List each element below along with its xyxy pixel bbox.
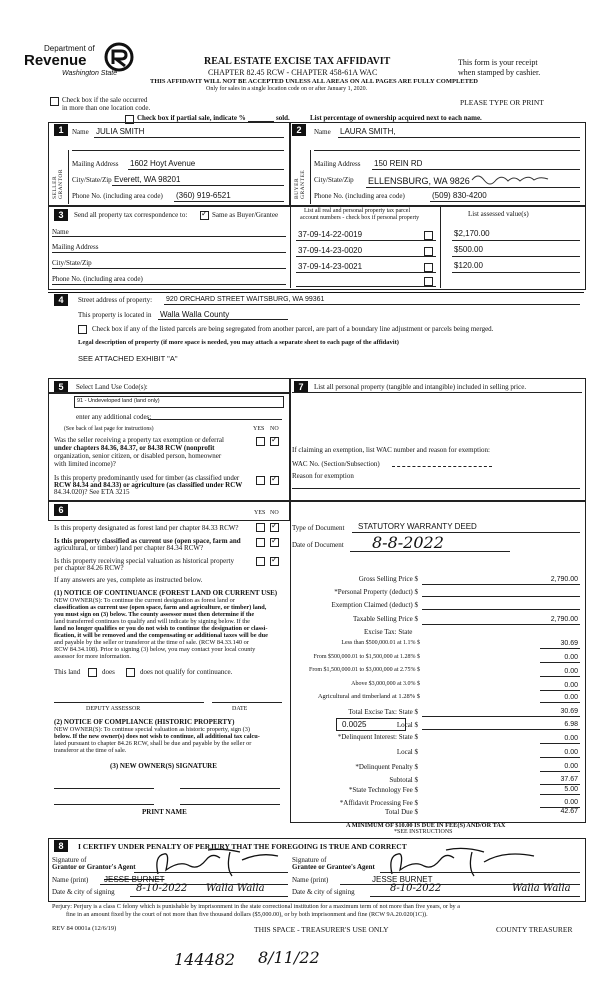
property-street[interactable]: 920 ORCHARD STREET WAITSBURG, WA 99361 <box>166 296 325 303</box>
tax-label-local: Local $ <box>396 721 418 729</box>
tax-label-subtotal: Subtotal $ <box>389 776 418 784</box>
this-land-label: This land <box>54 668 81 676</box>
section-1-number: 1 <box>54 124 68 136</box>
tax-value-gross[interactable]: 2,790.00 <box>550 576 578 583</box>
sec5-q2-no-checkbox[interactable] <box>270 476 279 485</box>
sec5-q2-yes-checkbox[interactable] <box>256 476 265 485</box>
new-owner-print-2[interactable] <box>180 804 280 805</box>
grantor-sign-city[interactable]: Walla Walla <box>206 883 265 894</box>
tax-label-excise-state: Excise Tax: State <box>364 628 413 636</box>
wac-number-field[interactable] <box>392 466 492 467</box>
grantor-name-print-label: Name (print) <box>52 876 89 884</box>
tax-label-tech-fee: *State Technology Fee $ <box>348 786 418 794</box>
land-does-not-label: does not qualify for continuance. <box>140 668 233 676</box>
certify-statement: I CERTIFY UNDER PENALTY OF PERJURY THAT THE FOREGOING IS TRUE AND CORRECT <box>78 842 407 851</box>
buyer-side-label: BUYER GRANTEE <box>294 169 306 199</box>
tax-label-total-state: Total Excise Tax: State $ <box>348 708 418 716</box>
deputy-assessor-label: DEPUTY ASSESSOR <box>86 706 141 712</box>
tax-label-agri: Agricultural and timberland at 1.28% $ <box>317 693 420 700</box>
sec6-q1-yes-checkbox[interactable] <box>256 523 265 532</box>
tax-value-exemption[interactable] <box>422 609 580 610</box>
same-as-buyer-checkbox[interactable] <box>200 211 209 220</box>
form-chapter: CHAPTER 82.45 RCW - CHAPTER 458-61A WAC <box>208 68 378 77</box>
section-8-number: 8 <box>54 840 68 852</box>
please-type-note: PLEASE TYPE OR PRINT <box>460 98 544 107</box>
tax-value-taxable[interactable]: 2,790.00 <box>550 616 578 623</box>
sec5-q2-line2: RCW 84.34 and 84.33) or agriculture (as classified under RCW <box>54 481 243 489</box>
tax-value-delinq-local[interactable]: 0.00 <box>564 749 578 756</box>
tax-value-subtotal[interactable]: 37.67 <box>560 776 578 783</box>
tax-value-tier4[interactable]: 0.00 <box>564 682 578 689</box>
grantor-sig-label-1: Signature of <box>52 856 87 864</box>
parcel-value-2[interactable]: $500.00 <box>454 245 483 254</box>
sec6-no-header: NO <box>270 510 279 516</box>
exemption-reason-label: Reason for exemption <box>292 472 354 480</box>
section-7-number: 7 <box>294 381 308 393</box>
sec5-q2-line1: Is this property predominantly used for timber (as classified under <box>54 474 240 482</box>
tax-label-delinq-state: *Delinquent Interest: State $ <box>337 733 418 741</box>
tax-label-tier1: Less than $500,000.01 at 1.1% $ <box>341 640 420 646</box>
tax-value-personal[interactable] <box>422 596 580 597</box>
grantee-date-city-label: Date & city of signing <box>292 888 355 896</box>
doc-type[interactable]: STATUTORY WARRANTY DEED <box>358 522 477 531</box>
form-revision: REV 84 0001a (12/6/19) <box>52 925 117 932</box>
sec6-q3-line1: Is this property receiving special valuation as historical property <box>54 557 235 565</box>
handwritten-receipt-date: 8/11/22 <box>258 948 320 967</box>
parcel-number-1[interactable]: 37-09-14-22-0019 <box>298 230 363 239</box>
print-name-label: PRINT NAME <box>142 808 187 816</box>
seller-city-label: City/State/Zip <box>72 176 112 184</box>
tax-value-tier1[interactable]: 30.69 <box>560 640 578 647</box>
tax-label-tier2: From $500,000.01 to $1,500,000 at 1.28% $ <box>313 654 420 660</box>
section-3-number: 3 <box>54 209 68 221</box>
same-as-buyer-label: Same as Buyer/Grantee <box>212 211 279 219</box>
multi-location-label-2: in more than one location code. <box>62 104 151 112</box>
see-instructions-note: *SEE INSTRUCTIONS <box>394 829 453 835</box>
not-accepted-note: THIS AFFIDAVIT WILL NOT BE ACCEPTED UNLESS ALL AREAS ON ALL PAGES ARE FULLY COMPLETED <box>150 78 478 85</box>
street-address-label: Street address of property: <box>78 296 153 304</box>
tax-label-delinq-local: Local $ <box>396 748 418 756</box>
sec5-no-header: NO <box>270 426 279 432</box>
parcel-4-personal-checkbox[interactable] <box>424 277 433 286</box>
exemption-claim-label: If claiming an exemption, list WAC number and reason for exemption: <box>292 446 490 454</box>
sec6-yes-header: YES <box>254 510 266 516</box>
grantor-sig-label-2: Grantor or Grantor's Agent <box>52 863 136 871</box>
minimum-due-note: A MINIMUM OF $10.00 IS DUE IN FEE(S) AND/OR TAX <box>346 822 506 829</box>
tax-label-personal: *Personal Property (deduct) $ <box>334 588 418 596</box>
sec6-q3-no-checkbox[interactable] <box>270 557 279 566</box>
acct-header-1: List all real and personal property tax parcel <box>304 208 411 214</box>
perjury-warning-1: Perjury: Perjury is a class C felony which is punishable by imprisonment in the state correctional institution for a maximum term of not more than five years, or by a <box>52 903 460 910</box>
seller-mail-label: Mailing Address <box>72 160 119 168</box>
sec5-q1-yes-checkbox[interactable] <box>256 437 265 446</box>
grantee-sign-city[interactable]: Walla Walla <box>512 883 571 894</box>
receipt-note-1: This form is your receipt <box>458 58 538 67</box>
seller-phone[interactable]: (360) 919-6521 <box>176 191 231 200</box>
sec6-q3-line2: per chapter 84.26 RCW? <box>54 564 124 572</box>
grantee-sign-date[interactable]: 8-10-2022 <box>390 883 442 894</box>
sec5-q1-line2: under chapters 84.36, 84.37, or 84.38 RCW (nonprofit <box>54 444 215 452</box>
sec6-q2-line2: agricultural, or timber) land per chapter 84.34 RCW? <box>54 544 204 552</box>
grantor-sign-date[interactable]: 8-10-2022 <box>136 883 188 894</box>
county-treasurer-label: COUNTY TREASURER <box>496 925 573 934</box>
grantee-sig-label-1: Signature of <box>292 856 327 864</box>
deputy-date-label: DATE <box>232 706 248 712</box>
buyer-name[interactable]: LAURA SMITH, <box>340 127 396 136</box>
land-does-label: does <box>102 668 115 676</box>
deputy-date-field[interactable] <box>212 702 282 703</box>
dept-line3: Washington State <box>62 70 118 77</box>
tax-label-total-due: Total Due $ <box>385 808 418 816</box>
segregated-checkbox[interactable] <box>78 325 87 334</box>
dor-emblem-icon <box>104 42 134 72</box>
only-for-sales-note: Only for sales in a single location code on or after January 1, 2020. <box>206 86 368 92</box>
tax-value-agri[interactable]: 0.00 <box>564 694 578 701</box>
tax-label-tier3: From $1,500,000.01 to $3,000,000 at 2.75% $ <box>309 667 420 673</box>
handwritten-receipt-number: 144482 <box>174 950 236 969</box>
tax-value-processing-fee[interactable]: 0.00 <box>564 799 578 806</box>
tax-value-delinq-penalty[interactable]: 0.00 <box>564 763 578 770</box>
assessed-value-header: List assessed value(s) <box>468 210 529 218</box>
grantee-print-name[interactable]: JESSE BURNET <box>372 875 433 884</box>
personal-property-label: List all personal property (tangible and intangible) included in selling price. <box>314 383 527 391</box>
sec5-yes-header: YES <box>253 426 265 432</box>
sec5-q1-line1: Was the seller receiving a property tax exemption or deferral <box>54 436 224 444</box>
tax-label-tier4: Above $3,000,000 at 3.0% $ <box>351 681 420 687</box>
seller-name-label: Name <box>72 128 89 136</box>
segregated-label: Check box if any of the listed parcels are being segregated from another parcel, are part of a boundary line adjustment or parcels being merged. <box>92 325 494 333</box>
parcel-value-1[interactable]: $2,170.00 <box>454 229 490 238</box>
sec3-mail-label: Mailing Address <box>52 243 99 251</box>
sec6-q2-line1: Is this property classified as current use (open space, farm and <box>54 537 241 545</box>
deputy-assessor-signature[interactable] <box>54 702 204 703</box>
buyer-phone-label: Phone No. (including area code) <box>314 192 405 200</box>
additional-codes-label: enter any additional codes: <box>76 413 152 421</box>
property-county[interactable]: Walla Walla County <box>160 310 230 319</box>
grantor-signature[interactable] <box>150 846 290 880</box>
tax-label-taxable: Taxable Selling Price $ <box>352 615 418 623</box>
seller-mail[interactable]: 1602 Hoyt Avenue <box>130 159 196 168</box>
parcel-number-2[interactable]: 37-09-14-23-0020 <box>298 246 363 255</box>
land-does-checkbox[interactable] <box>88 668 97 677</box>
perjury-warning-2: fine in an amount fixed by the court of not more than five thousand dollars ($5,000.00), or by both imprisonment and fine (RCW 9A.20.020(1C)). <box>66 911 428 918</box>
grantee-sig-label-2: Grantee or Grantee's Agent <box>292 863 375 871</box>
sec5-q1-line4: with limited income)? <box>54 460 116 468</box>
section-5-number: 5 <box>54 381 68 393</box>
section-4-number: 4 <box>54 294 68 306</box>
tax-value-tier2[interactable]: 0.00 <box>564 654 578 661</box>
multi-location-label-1: Check box if the sale occurred <box>62 96 148 104</box>
section-6-number: 6 <box>54 504 68 516</box>
seller-city[interactable]: Everett, WA 98201 <box>114 175 181 184</box>
partial-sale-label: Check box if partial sale, indicate % <box>137 114 246 122</box>
tax-value-local[interactable]: 6.98 <box>564 721 578 728</box>
sec5-q1-no-checkbox[interactable] <box>270 437 279 446</box>
legal-description-label: Legal description of property (if more space is needed, you may attach a separate sheet to each page of the affidavit) <box>78 339 399 346</box>
sec3-city-label: City/State/Zip <box>52 259 92 267</box>
acct-header-2: account numbers - check box if personal property <box>300 215 420 221</box>
sec6-q1-no-checkbox[interactable] <box>270 523 279 532</box>
dept-line2: Revenue <box>24 52 87 69</box>
tax-label-processing-fee: *Affidavit Processing Fee $ <box>339 799 418 807</box>
additional-codes-field[interactable] <box>148 419 282 420</box>
buyer-city-label: City/State/Zip <box>314 176 354 184</box>
doc-type-label: Type of Document <box>292 524 345 532</box>
ownership-pct-note: List percentage of ownership acquired next to each name. <box>310 114 482 122</box>
parcel-1-personal-checkbox[interactable] <box>424 231 433 240</box>
grantee-name-print-label: Name (print) <box>292 876 329 884</box>
sec6-q2-no-checkbox[interactable] <box>270 538 279 547</box>
buyer-city[interactable]: ELLENSBURG, WA 9826 <box>368 176 470 186</box>
new-owner-signature-title: (3) NEW OWNER(S) SIGNATURE <box>110 762 217 770</box>
sec6-q2-yes-checkbox[interactable] <box>256 538 265 547</box>
buyer-mail[interactable]: 150 REIN RD <box>374 159 423 168</box>
parcel-2-personal-checkbox[interactable] <box>424 247 433 256</box>
tax-value-delinq-state[interactable]: 0.00 <box>564 735 578 742</box>
tax-value-tech-fee[interactable]: 5.00 <box>564 786 578 793</box>
new-owner-signature-1[interactable] <box>54 788 154 789</box>
sold-label: sold. <box>276 114 290 122</box>
sec6-q1: Is this property designated as forest land per chapter 84.33 RCW? <box>54 524 239 532</box>
sec5-q2-line3: 84.34.020)? See ETA 3215 <box>54 488 130 496</box>
tax-value-total-due[interactable]: 42.67 <box>560 808 578 815</box>
located-in-label: This property is located in <box>78 311 152 319</box>
sec5-q1-line3: organization, senior citizen, or disabled person, homeowner <box>54 452 222 460</box>
if-any-yes-note: If any answers are yes, complete as instructed below. <box>54 576 203 584</box>
tax-label-exemption: Exemption Claimed (deduct) $ <box>331 601 418 609</box>
sec3-phone-label: Phone No. (including area code) <box>52 275 143 283</box>
buyer-city-scribble <box>470 172 550 186</box>
seller-phone-label: Phone No. (including area code) <box>72 192 163 200</box>
seller-side-label: SELLER GRANTOR <box>52 169 64 199</box>
wac-number-label: WAC No. (Section/Subsection) <box>292 460 380 468</box>
see-back-note: (See back of last page for instructions) <box>64 426 154 432</box>
tax-label-gross: Gross Selling Price $ <box>358 575 418 583</box>
notice-continuance-title: (1) NOTICE OF CONTINUANCE (FOREST LAND OR CURRENT USE) <box>54 589 278 597</box>
land-does-not-checkbox[interactable] <box>126 668 135 677</box>
tax-label-delinq-penalty: *Delinquent Penalty $ <box>355 763 418 771</box>
tax-value-tier3[interactable]: 0.00 <box>564 668 578 675</box>
land-use-value: 91 - Undeveloped land (land only) <box>77 398 160 404</box>
grantor-date-city-label: Date & city of signing <box>52 888 115 896</box>
section-2-number: 2 <box>292 124 306 136</box>
buyer-name-label: Name <box>314 128 331 136</box>
sec6-q3-yes-checkbox[interactable] <box>256 557 265 566</box>
local-rate: 0.0025 <box>342 720 367 729</box>
sec3-name-label: Name <box>52 228 69 236</box>
form-title: REAL ESTATE EXCISE TAX AFFIDAVIT <box>204 56 391 67</box>
seller-name[interactable]: JULIA SMITH <box>96 127 145 136</box>
legal-description[interactable]: SEE ATTACHED EXHIBIT "A" <box>78 354 178 363</box>
doc-date[interactable]: 8-8-2022 <box>372 533 444 552</box>
dept-line1: Department of <box>44 44 95 53</box>
doc-date-label: Date of Document <box>292 541 344 549</box>
new-owner-signature-2[interactable] <box>180 788 280 789</box>
receipt-note-2: when stamped by cashier. <box>458 68 541 77</box>
exemption-reason-field[interactable] <box>292 488 580 489</box>
multi-location-checkbox[interactable] <box>50 97 59 106</box>
land-use-label: Select Land Use Code(s): <box>76 383 148 391</box>
parcel-value-3[interactable]: $120.00 <box>454 261 483 270</box>
parcel-3-personal-checkbox[interactable] <box>424 263 433 272</box>
parcel-number-3[interactable]: 37-09-14-23-0021 <box>298 262 363 271</box>
treasurer-space-label: THIS SPACE - TREASURER'S USE ONLY <box>254 925 389 934</box>
buyer-mail-label: Mailing Address <box>314 160 361 168</box>
notice-compliance-title: (2) NOTICE OF COMPLIANCE (HISTORIC PROPERTY) <box>54 718 235 726</box>
new-owner-print-1[interactable] <box>54 804 154 805</box>
send-correspondence-label: Send all property tax correspondence to: <box>74 211 188 219</box>
grantor-print-name[interactable]: JESSE BURNET <box>104 875 165 884</box>
buyer-phone[interactable]: (509) 830-4200 <box>432 191 487 200</box>
tax-value-total-state[interactable]: 30.69 <box>560 708 578 715</box>
